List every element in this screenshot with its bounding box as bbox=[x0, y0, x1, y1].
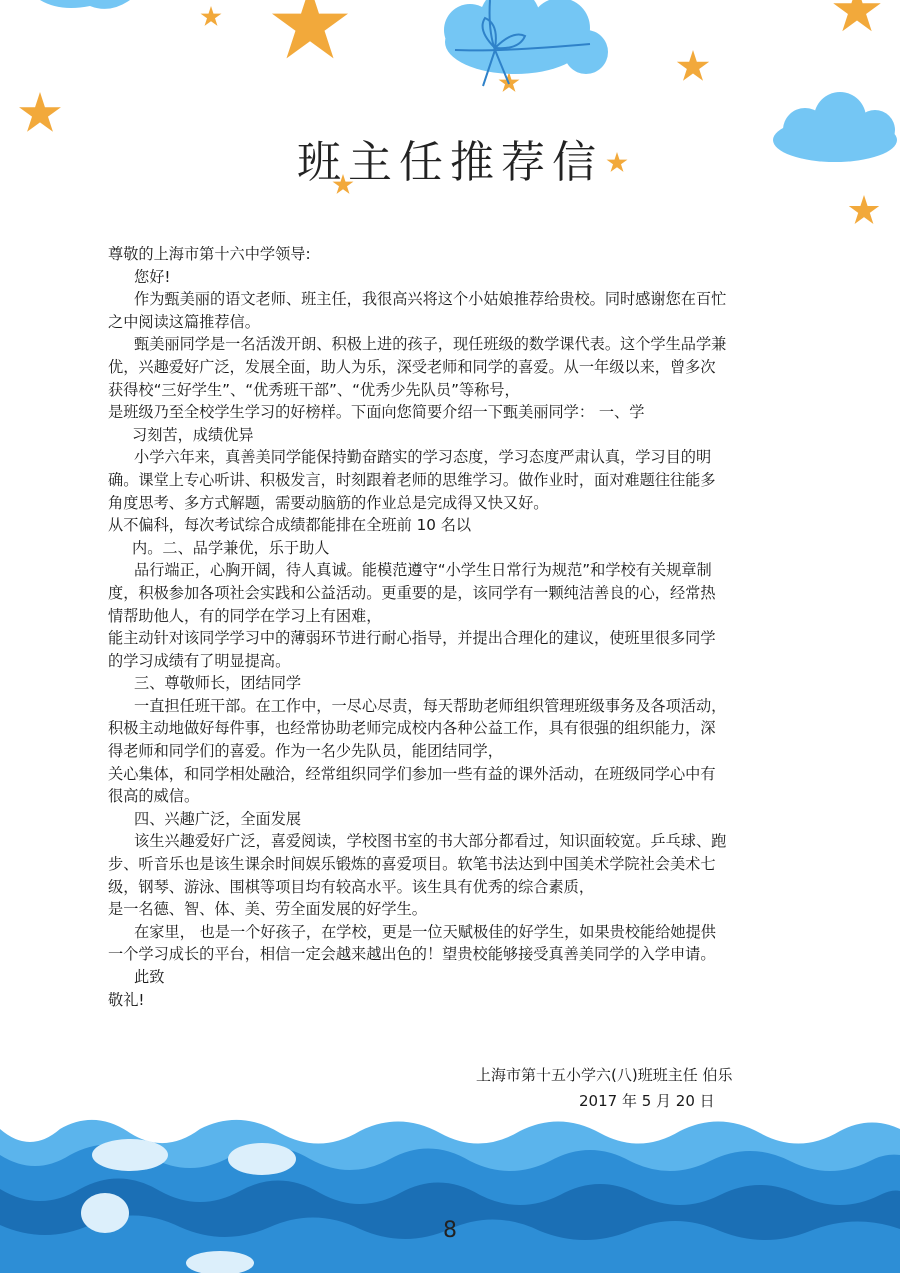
paragraph-line: 级，钢琴、游泳、围棋等项目均有较高水平。该生具有优秀的综合素质， bbox=[108, 877, 594, 896]
section-heading: 三、尊敬师长，团结同学 bbox=[134, 674, 302, 693]
paragraph-line: 获得校“三好学生”、“优秀班干部”、“优秀少先队员”等称号， bbox=[108, 380, 520, 399]
paragraph-line: 品行端正，心胸开阔，待人真诚。能模范遵守“小学生日常行为规范”和学校有关规章制 bbox=[134, 561, 712, 580]
greeting: 您好! bbox=[134, 267, 171, 286]
paragraph-line: 之中阅读这篇推荐信。 bbox=[108, 312, 260, 331]
paragraph-line: 积极主动地做好每件事，也经常协助老师完成校内各种公益工作，具有很强的组织能力，深 bbox=[108, 719, 716, 738]
cloud-icon bbox=[40, 0, 130, 9]
paragraph-line: 角度思考、多方式解题，需要动脑筋的作业总是完成得又快又好。 bbox=[108, 493, 549, 512]
section-heading: 四、兴趣广泛，全面发展 bbox=[134, 809, 302, 828]
paragraph-line: 得老师和同学们的喜爱。作为一名少先队员，能团结同学， bbox=[108, 742, 503, 761]
star-icon bbox=[272, 0, 348, 58]
signature-date: 2017 年 5 月 20 日 bbox=[579, 1092, 715, 1110]
paragraph-line: 该生兴趣爱好广泛，喜爱阅读，学校图书室的书大部分都看过，知识面较宽。乒乓球、跑 bbox=[134, 832, 727, 851]
page-title: 班主任推荐信 bbox=[297, 137, 603, 188]
top-decoration bbox=[0, 0, 900, 230]
star-icon bbox=[677, 50, 709, 81]
paragraph-line: 一个学习成长的平台，相信一定会越来越出色的！望贵校能够接受真善美同学的入学申请。 bbox=[108, 945, 716, 964]
section-heading: 内。二、品学兼优，乐于助人 bbox=[132, 538, 330, 557]
letter-body bbox=[108, 243, 788, 1011]
paragraph-line: 情帮助他人，有的同学在学习上有困难， bbox=[108, 606, 382, 625]
star-icon bbox=[849, 195, 879, 224]
paragraph-line: 一直担任班干部。在工作中，一尽心尽责，每天帮助老师组织管理班级事务及各项活动， bbox=[134, 696, 727, 715]
section-heading: 习刻苦，成绩优异 bbox=[132, 425, 254, 444]
paragraph-line: 关心集体，和同学相处融洽，经常组织同学们参加一些有益的课外活动，在班级同学心中有 bbox=[108, 764, 716, 783]
paragraph-line: 优，兴趣爱好广泛，发展全面，助人为乐，深受老师和同学的喜爱。从一年级以来，曾多次 bbox=[108, 357, 716, 376]
bottom-wave-decoration bbox=[0, 1115, 900, 1273]
paragraph-line: 小学六年来，真善美同学能保持勤奋踏实的学习态度，学习态度严肃认真，学习目的明 bbox=[134, 448, 712, 467]
paragraph-line: 从不偏科，每次考试综合成绩都能排在全班前 10 名以 bbox=[108, 516, 472, 535]
paragraph-line: 的学习成绩有了明显提高。 bbox=[108, 651, 291, 670]
paragraph-line: 能主动针对该同学学习中的薄弱环节进行耐心指导，并提出合理化的建议，使班里很多同学 bbox=[108, 629, 716, 648]
paragraph-line: 很高的威信。 bbox=[108, 787, 200, 806]
paragraph-line: 是一名德、智、体、美、劳全面发展的好学生。 bbox=[108, 900, 427, 919]
page-number: 8 bbox=[443, 1218, 457, 1243]
signature-block bbox=[476, 1062, 732, 1114]
paragraph-line: 确。课堂上专心听讲、积极发言，时刻跟着老师的思维学习。做作业时，面对难题往往能多 bbox=[108, 470, 716, 489]
paragraph-line: 是班级乃至全校学生学习的好榜样。下面向您简要介绍一下甄美丽同学： 一、学 bbox=[108, 403, 645, 422]
paragraph-line: 步、听音乐也是该生课余时间娱乐锻炼的喜爱项目。软笔书法达到中国美术学院社会美术七 bbox=[108, 855, 716, 874]
closing: 此致 bbox=[134, 968, 165, 986]
paragraph-line: 甄美丽同学是一名活泼开朗、积极上进的孩子，现任班级的数学课代表。这个学生品学兼 bbox=[134, 335, 727, 354]
closing-salute: 敬礼! bbox=[108, 990, 145, 1009]
paragraph-line: 作为甄美丽的语文老师、班主任，我很高兴将这个小姑娘推荐给贵校。同时感谢您在百忙 bbox=[134, 290, 727, 309]
ribbon-cloud-icon bbox=[444, 0, 608, 86]
paragraph-line: 在家里， 也是一个好孩子，在学校，更是一位天赋极佳的好学生，如果贵校能给她提供 bbox=[134, 922, 716, 941]
signer: 上海市第十五小学六(八)班班主任 伯乐 bbox=[476, 1066, 733, 1084]
star-icon bbox=[833, 0, 881, 31]
star-icon bbox=[201, 6, 222, 26]
paragraph-line: 度，积极参加各项社会实践和公益活动。更重要的是，该同学有一颗纯洁善良的心，经常热 bbox=[108, 583, 716, 602]
salutation: 尊敬的上海市第十六中学领导: bbox=[108, 245, 311, 263]
